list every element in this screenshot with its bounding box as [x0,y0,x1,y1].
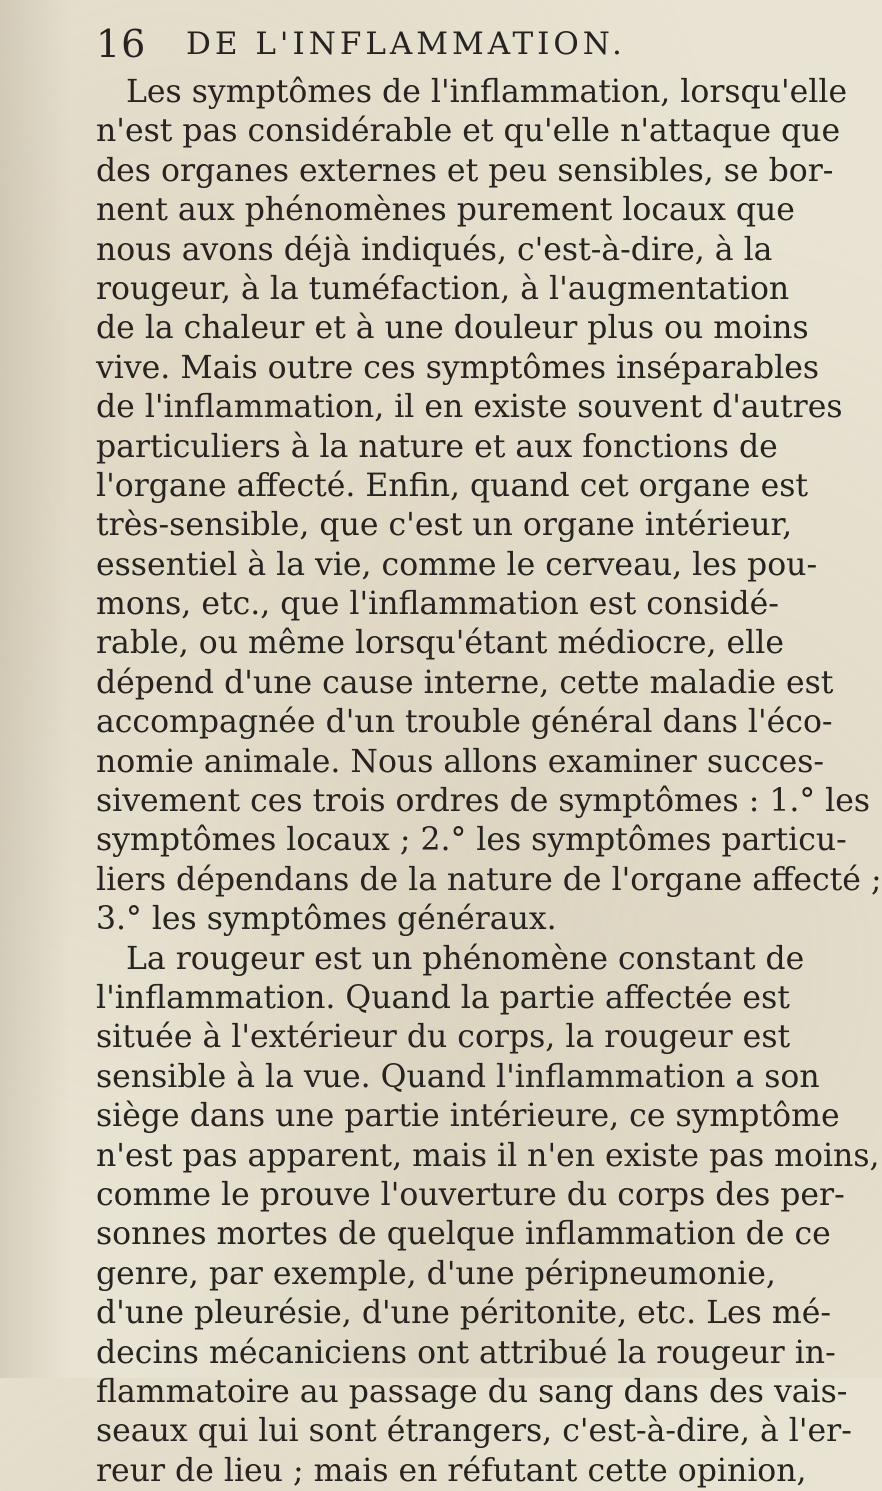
running-head: DE L'INFLAMMATION. [186,26,626,62]
text-line: 3.° les symptômes généraux. [96,901,557,938]
text-line: nent aux phénomènes purement locaux que [96,192,795,229]
text-line: rougeur, à la tuméfaction, à l'augmentation [96,270,790,307]
text-line: seaux qui lui sont étrangers, c'est-à-dire, à l'er- [96,1413,852,1450]
text-line: decins mécaniciens ont attribué la rougeur in- [96,1334,836,1371]
text-line: rable, ou même lorsqu'étant médiocre, elle [96,625,784,662]
text-line: située à l'extérieur du corps, la rougeur est [96,1019,791,1056]
page-header [96,22,736,70]
text-line: genre, par exemple, d'une péripneumonie, [96,1255,776,1292]
text-line: de la chaleur et à une douleur plus ou moins [96,310,809,347]
text-line: symptômes locaux ; 2.° les symptômes particu- [96,822,847,859]
text-line: de l'inflammation, il en existe souvent d'autres [96,389,843,426]
body-text [96,73,882,1491]
text-line: des organes externes et peu sensibles, se bor- [96,152,834,189]
text-line: La rougeur est un phénomène constant de [126,940,805,977]
text-line: essentiel à la vie, comme le cerveau, les pou- [96,546,818,583]
text-line: n'est pas apparent, mais il n'en existe pas moins, [96,1137,880,1174]
text-line: nomie animale. Nous allons examiner succes- [96,743,825,780]
text-line: vive. Mais outre ces symptômes inséparables [96,349,820,386]
page-number: 16 [96,22,147,66]
text-line: très-sensible, que c'est un organe intérieur, [96,507,793,544]
text-line: accompagnée d'un trouble général dans l'éco- [96,704,833,741]
text-line: mons, etc., que l'inflammation est considé- [96,586,779,623]
text-line: liers dépendans de la nature de l'organe affecté ; [96,861,882,898]
text-line: siège dans une partie intérieure, ce symptôme [96,1098,840,1135]
text-line: n'est pas considérable et qu'elle n'attaque que [96,113,841,150]
text-line: d'une pleurésie, d'une péritonite, etc. Les mé- [96,1295,831,1332]
text-line: nous avons déjà indiqués, c'est-à-dire, à la [96,231,773,268]
text-line: comme le prouve l'ouverture du corps des per- [96,1176,845,1213]
text-line: reur de lieu ; mais en réfutant cette opinion, [96,1452,807,1489]
text-line: sensible à la vue. Quand l'inflammation a son [96,1058,820,1095]
text-line: l'inflammation. Quand la partie affectée est [96,979,790,1016]
text-line: l'organe affecté. Enfin, quand cet organe est [96,467,809,504]
page-edge-shadow [0,0,70,1378]
text-line: particuliers à la nature et aux fonctions de [96,428,778,465]
text-line: flammatoire au passage du sang dans des vais- [96,1373,848,1410]
text-line: Les symptômes de l'inflammation, lorsqu'elle [126,74,848,110]
text-line: sonnes mortes de quelque inflammation de ce [96,1216,831,1253]
text-line: dépend d'une cause interne, cette maladie est [96,664,834,701]
text-line: sivement ces trois ordres de symptômes : 1.° les [96,783,871,820]
